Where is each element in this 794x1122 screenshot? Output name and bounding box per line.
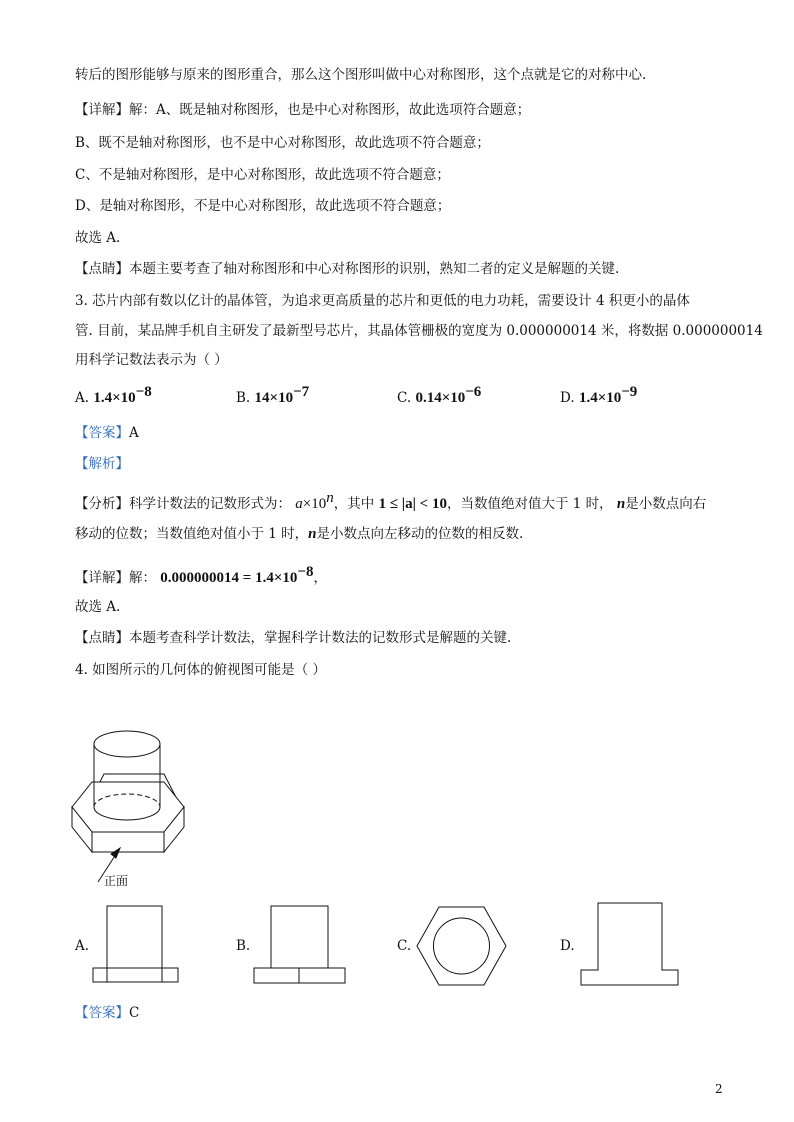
fenxi-tag: 【分析】 — [75, 496, 129, 512]
fenxi-line-1 — [75, 489, 706, 513]
fenxi-text: ，其中 — [333, 496, 375, 512]
option-label: D. — [560, 390, 575, 406]
text-line: C、不是轴对称图形，是中心对称图形，故此选项不符合题意； — [75, 167, 450, 183]
fenxi-text: 移动的位数；当数值绝对值小于 1 时， — [75, 526, 309, 542]
q3-option-b[interactable] — [236, 384, 309, 407]
detail-line — [75, 101, 530, 119]
option-value: 14×10 — [254, 390, 294, 406]
q3-option-d[interactable] — [560, 384, 637, 407]
math-n: n — [308, 526, 317, 542]
detail-text: 解：A、既是轴对称图形，也是中心对称图形，故此选项符合题意； — [129, 102, 531, 118]
dianjing-tag: 【点睛】 — [75, 630, 129, 646]
analysis-tag: 【解析】 — [75, 456, 129, 472]
dianjing-tag: 【点睛】 — [75, 261, 129, 277]
option-label: B. — [236, 390, 251, 406]
dianjing-line-q3 — [75, 629, 511, 647]
q3-line-3: 用科学记数法表示为（ ） — [75, 352, 228, 368]
fenxi-line-2 — [75, 525, 523, 543]
detail-text: 解： — [129, 570, 156, 586]
q4-option-a-label: A. — [75, 938, 90, 954]
fenxi-text: 是小数点向右 — [625, 496, 707, 512]
detail-line-q3 — [75, 563, 327, 587]
text-line: 转后的图形能够与原来的图形重合，那么这个图形叫做中心对称图形，这个点就是它的对称中心. — [75, 67, 647, 83]
math-times-ten: ×10 — [302, 496, 327, 512]
option-value: 1.4×10 — [578, 390, 622, 406]
dianjing-text: 本题考查科学计数法，掌握科学计数法的记数形式是解题的关键. — [129, 630, 512, 646]
q4-option-b-figure[interactable] — [253, 905, 348, 985]
q4-option-d-figure[interactable] — [580, 902, 680, 987]
answer-tag: 【答案】 — [75, 1005, 129, 1021]
answer-value: A — [129, 425, 139, 441]
option-exponent: −8 — [135, 384, 152, 400]
answer-line — [75, 424, 139, 442]
fenxi-text: 科学计数法的记数形式为： — [129, 496, 291, 512]
q4-answer-line — [75, 1004, 139, 1022]
dianjing-text: 本题主要考查了轴对称图形和中心对称图形的识别，熟知二者的定义是解题的关键. — [129, 261, 620, 277]
front-label: 正面 — [104, 874, 129, 888]
q3-line-2: 管. 目前，某品牌手机自主研发了最新型号芯片，其晶体管栅极的宽度为 0.000000014 米，将数据 0.000000014 — [75, 323, 763, 339]
math-inequality: 1 ≤ |a| < 10 — [378, 496, 447, 512]
option-value: 0.14×10 — [415, 390, 466, 406]
dianjing-line — [75, 260, 619, 278]
q3-option-c[interactable] — [397, 384, 481, 407]
detail-math: 0.000000014 = 1.4×10 — [160, 570, 298, 586]
q4-option-c-figure[interactable] — [416, 906, 508, 988]
q3-option-a[interactable] — [75, 384, 152, 407]
answer-tag: 【答案】 — [75, 425, 129, 441]
q3-line-1: 3. 芯片内部有数以亿计的晶体管，为追求更高质量的芯片和更低的电力功耗，需要设计 4 积更小的晶体 — [75, 293, 690, 309]
math-n-exp: n — [326, 490, 334, 506]
text-line: 故选 A. — [75, 230, 121, 246]
option-label: C. — [397, 390, 412, 406]
analysis-line — [75, 455, 129, 473]
fenxi-text: 是小数点向左移动的位数的相反数. — [316, 526, 524, 542]
q4-option-a-figure[interactable] — [92, 905, 182, 985]
text-line: B、既不是轴对称图形，也不是中心对称图形，故此选项不符合题意； — [75, 135, 490, 151]
q4-option-c-label: C. — [397, 938, 412, 954]
q4-option-d-label: D. — [560, 938, 575, 954]
fenxi-text: ，当数值绝对值大于 1 时， — [446, 496, 613, 512]
detail-end: ， — [313, 570, 327, 586]
cylinder-top — [94, 731, 160, 757]
answer-value: C — [129, 1005, 140, 1021]
detail-tag: 【详解】 — [75, 570, 129, 586]
q4-option-b-label: B. — [236, 938, 251, 954]
detail-exponent: −8 — [297, 564, 314, 580]
text-line: D、是轴对称图形，不是中心对称图形，故此选项不符合题意； — [75, 198, 451, 214]
math-n: n — [616, 496, 626, 512]
option-label: A. — [75, 390, 90, 406]
math-a: a — [295, 496, 303, 512]
solid-figure — [60, 720, 200, 895]
hex-top — [72, 782, 184, 832]
option-exponent: −6 — [465, 384, 482, 400]
page-number: 2 — [715, 1082, 723, 1096]
hex-front-face — [92, 832, 164, 852]
option-exponent: −7 — [293, 384, 310, 400]
option-exponent: −9 — [621, 384, 638, 400]
option-value: 1.4×10 — [93, 390, 136, 406]
q4-question: 4. 如图所示的几何体的俯视图可能是（ ） — [75, 662, 326, 678]
choose-line: 故选 A. — [75, 599, 121, 615]
detail-tag: 【详解】 — [75, 102, 129, 118]
